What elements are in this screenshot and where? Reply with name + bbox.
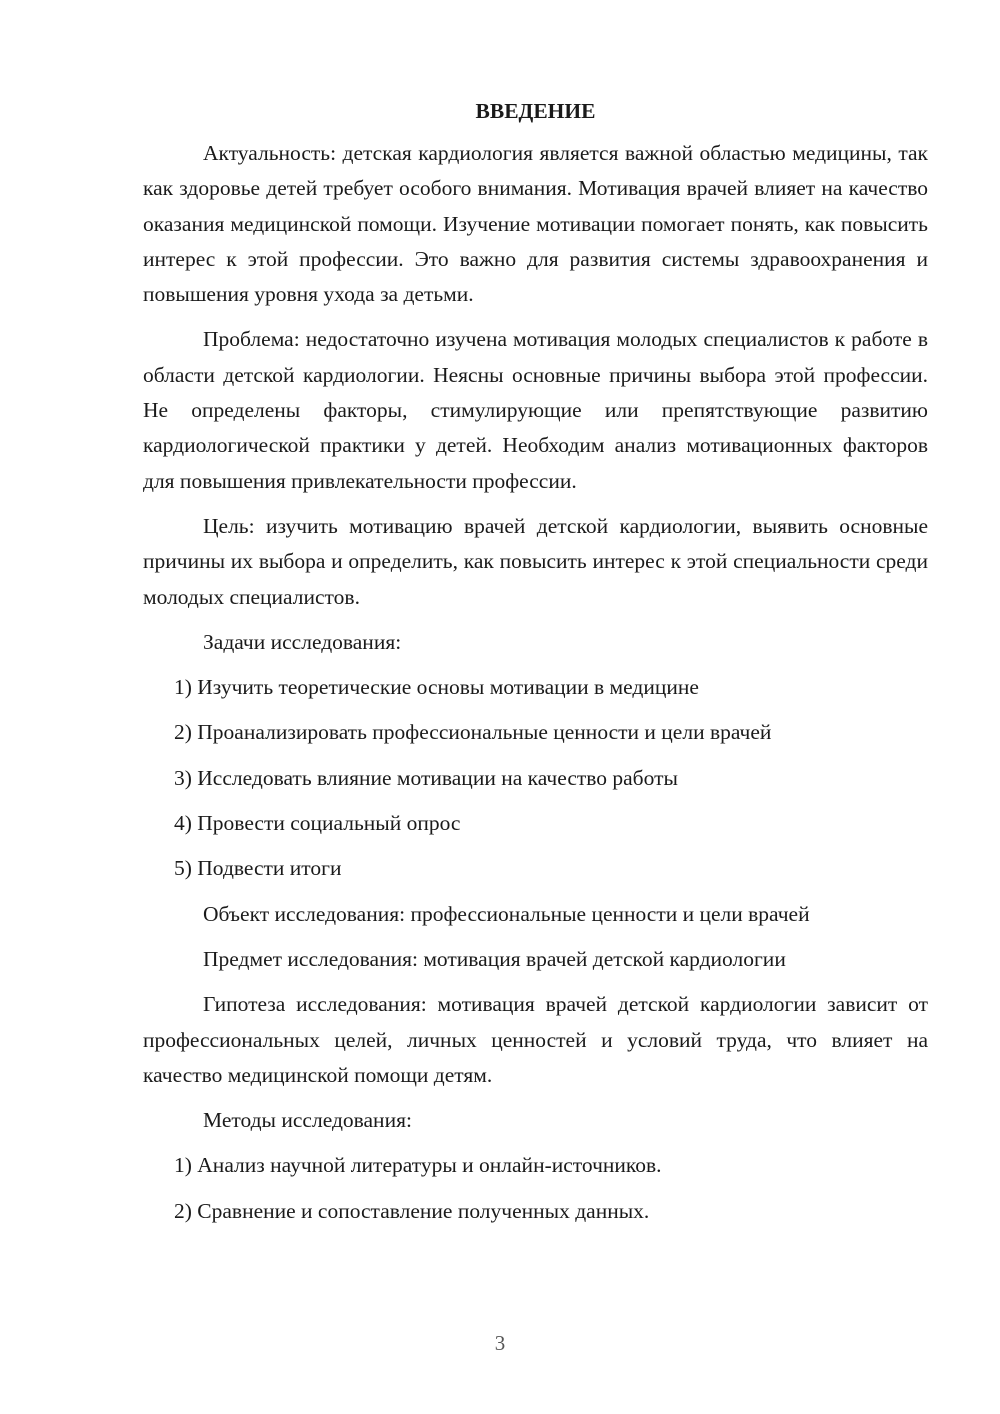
method-item-2: 2) Сравнение и сопоставление полученных данных. bbox=[174, 1198, 650, 1223]
subject-line: Предмет исследования: мотивация врачей детской кардиологии bbox=[203, 946, 786, 971]
goal-paragraph: Цель: изучить мотивацию врачей детской кардиологии, выявить основные причины их выбора и определить, как повысить интерес к этой специальности среди молодых специалистов. bbox=[143, 513, 928, 609]
task-item-5: 5) Подвести итоги bbox=[174, 856, 342, 881]
task-item-4: 4) Провести социальный опрос bbox=[174, 811, 461, 836]
section-title: ВВЕДЕНИЕ bbox=[475, 99, 596, 123]
method-item-1: 1) Анализ научной литературы и онлайн-источников. bbox=[174, 1153, 662, 1178]
task-item-2: 2) Проанализировать профессиональные ценности и цели врачей bbox=[174, 720, 772, 745]
task-item-3: 3) Исследовать влияние мотивации на качество работы bbox=[174, 765, 678, 790]
task-item-1: 1) Изучить теоретические основы мотивации в медицине bbox=[174, 675, 699, 700]
page-content bbox=[143, 96, 928, 1239]
page-number: 3 bbox=[494, 1331, 506, 1355]
relevance-paragraph: Актуальность: детская кардиология является важной областью медицины, так как здоровье детей требует особого внимания. Мотивация врачей влияет на качество оказания медицинской помощи. Изучение мотивации помогает понять, как повысить интерес к этой профессии. Это важно для развития системы здравоохранения и повышения уровня ухода за детьми. bbox=[143, 141, 928, 307]
hypothesis-paragraph: Гипотеза исследования: мотивация врачей детской кардиологии зависит от профессиональных целей, личных ценностей и условий труда, что влияет на качество медицинской помощи детям. bbox=[143, 992, 928, 1087]
object-line: Объект исследования: профессиональные ценности и цели врачей bbox=[203, 901, 810, 926]
methods-heading: Методы исследования: bbox=[203, 1108, 412, 1133]
problem-paragraph: Проблема: недостаточно изучена мотивация молодых специалистов к работе в области детской кардиологии. Неясны основные причины выбора этой профессии. Не определены факторы, стимулирующие или препятствующие развитию кардиологической практики у детей. Необходим анализ мотивационных факторов для повышения привлекательности профессии. bbox=[143, 327, 928, 493]
tasks-heading: Задачи исследования: bbox=[203, 629, 402, 654]
